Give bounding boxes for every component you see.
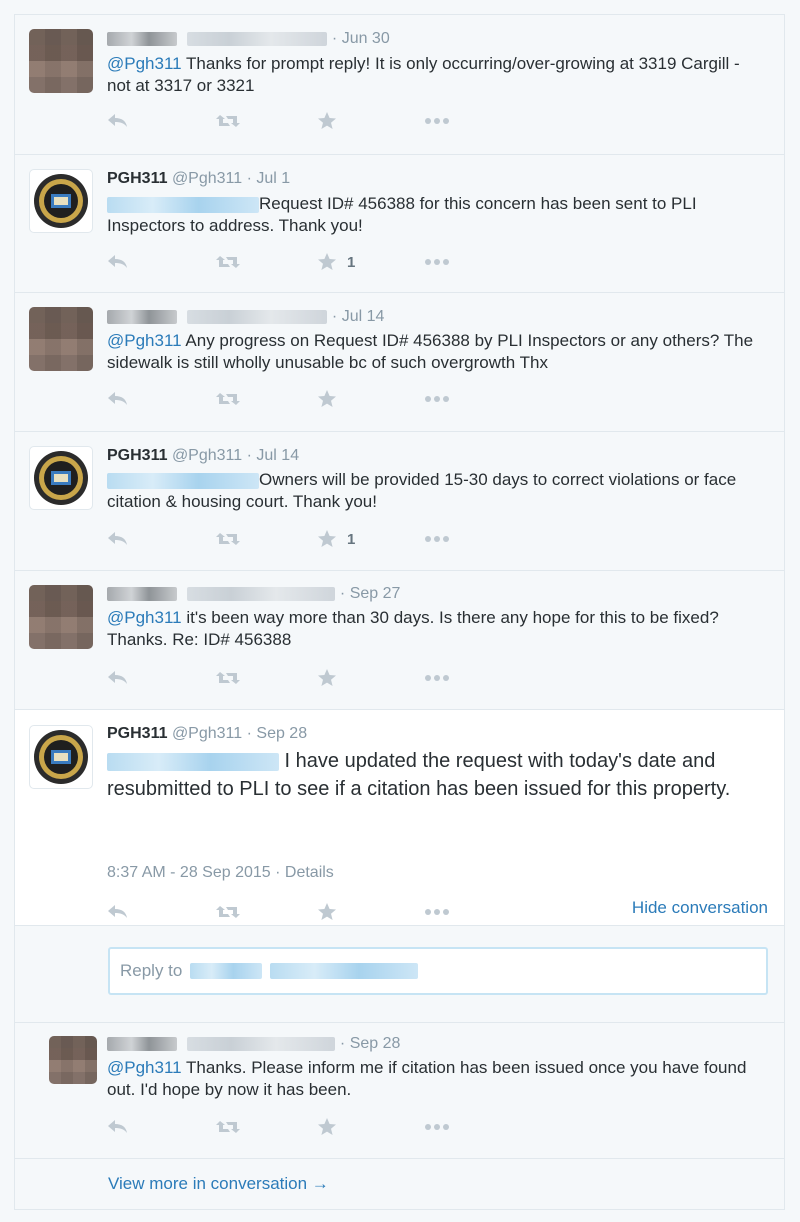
- redacted-name: [107, 1037, 177, 1051]
- reply-icon[interactable]: [107, 667, 129, 689]
- tweet-time[interactable]: · Jul 14: [246, 447, 300, 464]
- reply-placeholder: Reply to: [120, 961, 183, 980]
- retweet-icon[interactable]: [215, 251, 241, 273]
- tweet[interactable]: [15, 571, 784, 710]
- tweet[interactable]: [15, 293, 784, 432]
- retweet-icon[interactable]: [215, 1116, 241, 1138]
- more-icon[interactable]: [425, 110, 449, 132]
- focused-tweet[interactable]: [15, 710, 784, 926]
- retweet-icon[interactable]: [215, 528, 241, 550]
- more-icon[interactable]: [425, 251, 449, 273]
- city-seal-icon: [32, 449, 90, 507]
- pgh311-avatar[interactable]: [29, 725, 93, 789]
- pgh311-avatar[interactable]: [29, 446, 93, 510]
- tweet-actions: [107, 901, 467, 923]
- more-icon[interactable]: [425, 901, 449, 923]
- reply-area: [15, 926, 784, 1023]
- tweet-actions: [107, 667, 467, 689]
- redacted-name: [107, 587, 177, 601]
- retweet-icon[interactable]: [215, 388, 241, 410]
- mention-link[interactable]: @Pgh311: [107, 331, 182, 350]
- avatar[interactable]: [29, 307, 93, 371]
- retweet-icon[interactable]: [215, 110, 241, 132]
- reply-icon[interactable]: [107, 901, 129, 923]
- star-icon[interactable]: [317, 388, 347, 410]
- tweet-header: [107, 308, 384, 326]
- star-icon[interactable]: [317, 110, 347, 132]
- avatar[interactable]: [49, 1036, 97, 1084]
- like-count: 1: [347, 530, 356, 548]
- redacted-mention: [107, 197, 259, 213]
- tweet[interactable]: [15, 155, 784, 293]
- tweet-header: [107, 30, 390, 48]
- tweet-header: [107, 170, 290, 188]
- tweet-actions: [107, 528, 467, 550]
- user-handle[interactable]: @Pgh311: [171, 725, 243, 742]
- tweet-actions: [107, 388, 467, 410]
- conversation-panel: [14, 14, 785, 1210]
- reply-icon[interactable]: [107, 388, 129, 410]
- avatar[interactable]: [29, 29, 93, 93]
- star-icon[interactable]: [317, 528, 355, 550]
- reply-icon[interactable]: [107, 110, 129, 132]
- tweet[interactable]: [15, 1023, 784, 1159]
- tweet-time[interactable]: · Sep 28: [339, 1035, 401, 1052]
- tweet-time[interactable]: · Jun 30: [331, 30, 390, 47]
- tweet-actions: [107, 110, 467, 132]
- retweet-icon[interactable]: [215, 901, 241, 923]
- tweet-header: [107, 1035, 400, 1053]
- tweet-header: [107, 725, 307, 743]
- star-icon[interactable]: [317, 251, 355, 273]
- reply-icon[interactable]: [107, 528, 129, 550]
- tweet-actions: [107, 251, 467, 273]
- hide-conversation-link[interactable]: Hide conversation: [631, 898, 768, 917]
- tweet[interactable]: [15, 15, 784, 155]
- tweet-text: @Pgh311 Thanks. Please inform me if citation has been issued once you have found out. I'd hope by now it has been.: [107, 1058, 747, 1099]
- user-handle[interactable]: @Pgh311: [171, 447, 243, 464]
- tweet-text: @Pgh311 it's been way more than 30 days. Is there any hope for this to be fixed? Thanks. Re: ID# 456388: [107, 608, 719, 649]
- redacted-mention: [107, 753, 279, 771]
- more-icon[interactable]: [425, 528, 449, 550]
- star-icon[interactable]: [317, 667, 347, 689]
- tweet-header: [107, 447, 299, 465]
- display-name[interactable]: PGH311: [107, 447, 168, 464]
- like-count: 1: [347, 253, 356, 271]
- tweet-text: Owners will be provided 15-30 days to correct violations or face citation & housing court. Thank you!: [107, 470, 737, 511]
- city-seal-icon: [32, 728, 90, 786]
- mention-link[interactable]: @Pgh311: [107, 608, 182, 627]
- details-link[interactable]: Details: [284, 864, 334, 881]
- redacted-reply-target: [270, 963, 418, 979]
- city-seal-icon: [32, 172, 90, 230]
- view-more-link[interactable]: View more in conversation →: [108, 1174, 329, 1193]
- more-icon[interactable]: [425, 667, 449, 689]
- more-icon[interactable]: [425, 388, 449, 410]
- tweet-time[interactable]: · Sep 27: [339, 585, 401, 602]
- retweet-icon[interactable]: [215, 667, 241, 689]
- reply-input[interactable]: [108, 947, 768, 995]
- redacted-reply-target: [190, 963, 262, 979]
- tweet[interactable]: [15, 432, 784, 571]
- redacted-handle: [187, 587, 335, 601]
- redacted-name: [107, 32, 177, 46]
- display-name[interactable]: PGH311: [107, 725, 168, 742]
- timestamp-text[interactable]: 8:37 AM - 28 Sep 2015: [107, 864, 271, 881]
- tweet-text: @Pgh311 Any progress on Request ID# 456388 by PLI Inspectors or any others? The sidewalk is still wholly unusable bc of such overgrowth Thx: [107, 331, 754, 372]
- redacted-handle: [187, 32, 327, 46]
- tweet-text: I have updated the request with today's date and resubmitted to PLI to see if a citation has been issued for this property.: [107, 750, 731, 800]
- mention-link[interactable]: @Pgh311: [107, 1058, 182, 1077]
- tweet-time[interactable]: · Jul 14: [331, 308, 385, 325]
- user-handle[interactable]: @Pgh311: [171, 170, 243, 187]
- tweet-time[interactable]: · Jul 1: [246, 170, 291, 187]
- star-icon[interactable]: [317, 1116, 347, 1138]
- mention-link[interactable]: @Pgh311: [107, 54, 182, 73]
- redacted-mention: [107, 473, 259, 489]
- pgh311-avatar[interactable]: [29, 169, 93, 233]
- redacted-name: [107, 310, 177, 324]
- tweet-actions: [107, 1116, 467, 1138]
- tweet-text: @Pgh311 Thanks for prompt reply! It is only occurring/over-growing at 3319 Cargill - not at 3317 or 3321: [107, 54, 740, 95]
- more-icon[interactable]: [425, 1116, 449, 1138]
- tweet-text: Request ID# 456388 for this concern has been sent to PLI Inspectors to address. Thank you!: [107, 194, 697, 235]
- avatar[interactable]: [29, 585, 93, 649]
- reply-icon[interactable]: [107, 251, 129, 273]
- tweet-timestamp: 8:37 AM - 28 Sep 2015 · Details: [107, 864, 334, 881]
- tweet-time[interactable]: · Sep 28: [246, 725, 308, 742]
- reply-icon[interactable]: [107, 1116, 129, 1138]
- redacted-handle: [187, 1037, 335, 1051]
- star-icon[interactable]: [317, 901, 337, 923]
- redacted-handle: [187, 310, 327, 324]
- display-name[interactable]: PGH311: [107, 170, 168, 187]
- tweet-header: [107, 585, 400, 603]
